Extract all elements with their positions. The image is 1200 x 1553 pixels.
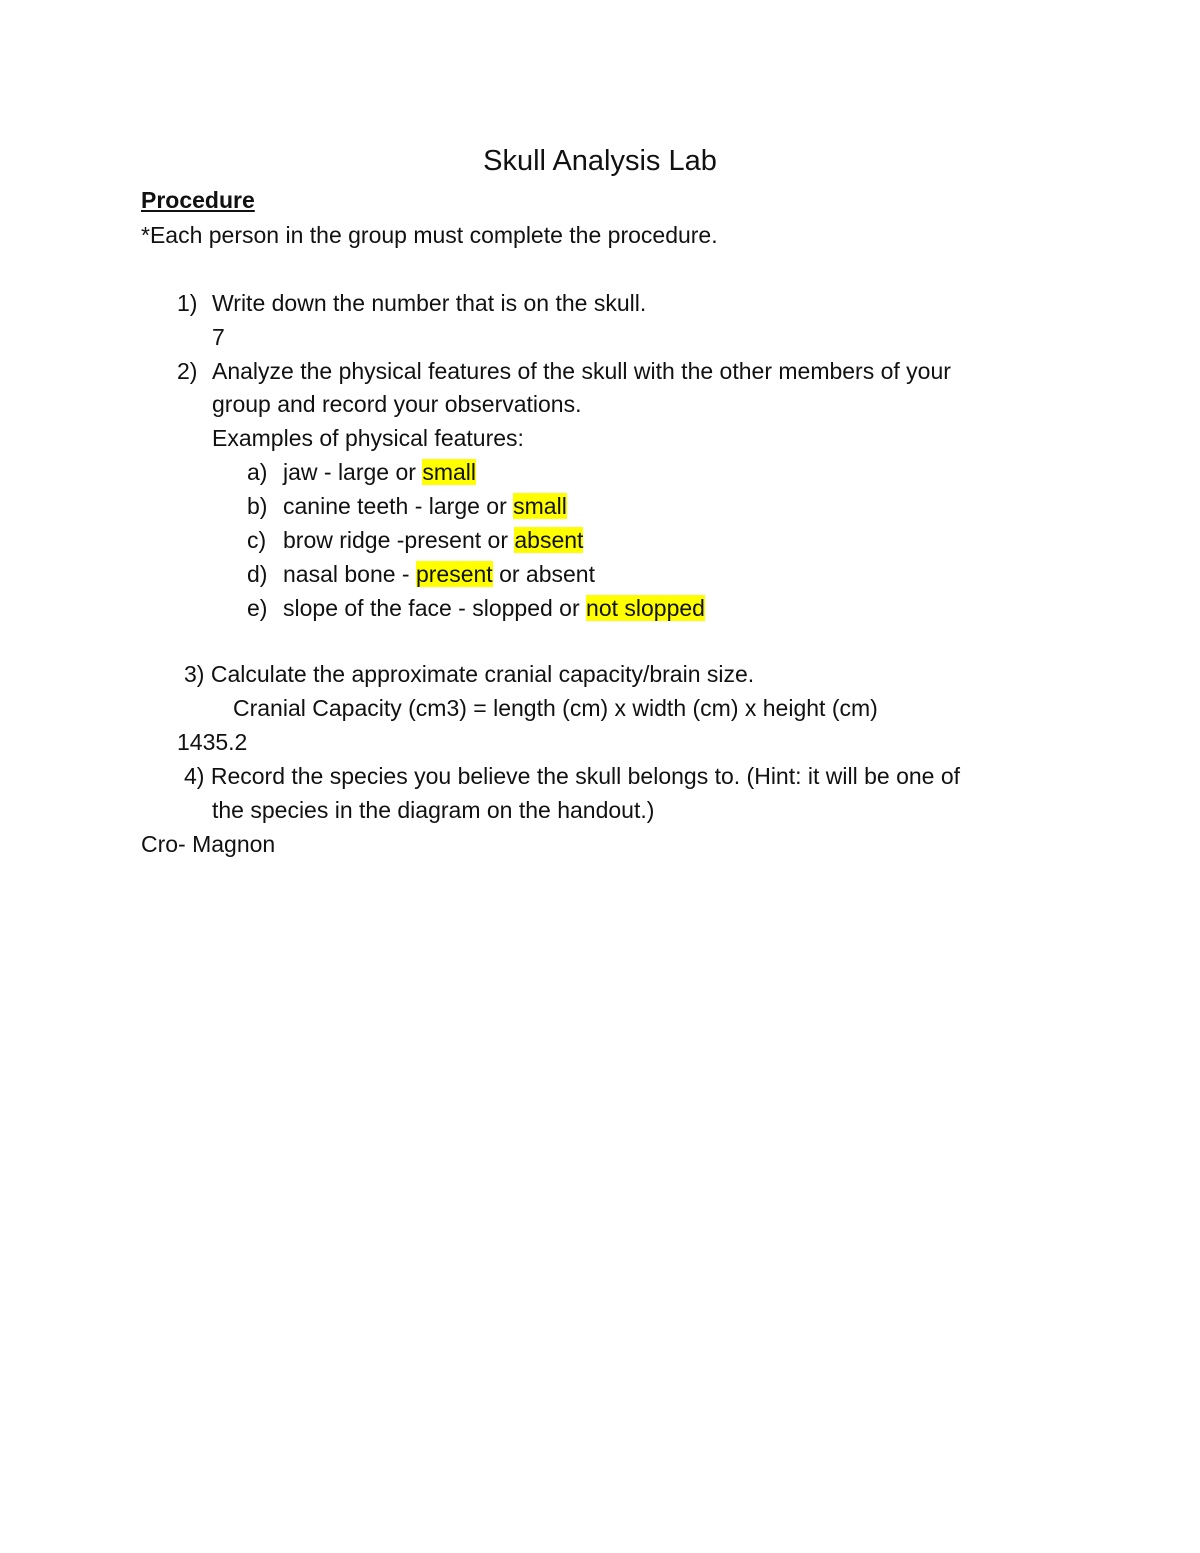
examples-label: Examples of physical features: xyxy=(212,425,524,451)
step-1-number: 1) xyxy=(177,290,198,316)
feature-d-after: or absent xyxy=(492,561,595,587)
feature-c-letter: c) xyxy=(247,527,267,553)
section-heading: Procedure xyxy=(141,187,255,213)
cranial-capacity-formula: Cranial Capacity (cm3) = length (cm) x width (cm) x height (cm) xyxy=(233,695,878,721)
step-2-number: 2) xyxy=(177,358,198,384)
feature-a-highlight: small xyxy=(422,459,476,485)
feature-b xyxy=(283,492,567,520)
feature-b-letter: b) xyxy=(247,493,268,519)
feature-c xyxy=(283,526,583,554)
step-1-answer: 7 xyxy=(212,324,225,350)
feature-a-letter: a) xyxy=(247,459,268,485)
feature-a-text: jaw - large or xyxy=(283,459,423,485)
step-1-text: Write down the number that is on the skull. xyxy=(212,290,647,316)
step-2-text-line1: Analyze the physical features of the skull with the other members of your xyxy=(212,358,951,384)
feature-d xyxy=(283,560,595,588)
feature-d-text: nasal bone - xyxy=(283,561,416,587)
feature-b-text: canine teeth - large or xyxy=(283,493,514,519)
feature-e xyxy=(283,594,705,622)
step-4-answer: Cro- Magnon xyxy=(141,831,276,857)
feature-e-letter: e) xyxy=(247,595,268,621)
step-3-answer: 1435.2 xyxy=(177,729,248,755)
step-4-text-line1: 4) Record the species you believe the skull belongs to. (Hint: it will be one of xyxy=(184,763,961,789)
feature-d-highlight: present xyxy=(415,561,493,587)
page-title: Skull Analysis Lab xyxy=(483,145,717,177)
step-3-text: 3) Calculate the approximate cranial capacity/brain size. xyxy=(184,661,755,687)
step-4-text-line2: the species in the diagram on the handout.) xyxy=(212,797,655,823)
feature-e-highlight: not slopped xyxy=(586,595,705,621)
feature-c-text: brow ridge -present or xyxy=(283,527,515,553)
feature-c-highlight: absent xyxy=(514,527,584,553)
step-2-text-line2: group and record your observations. xyxy=(212,391,582,417)
feature-d-letter: d) xyxy=(247,561,268,587)
feature-a xyxy=(283,458,476,486)
feature-b-highlight: small xyxy=(513,493,567,519)
instruction-text: *Each person in the group must complete the procedure. xyxy=(141,222,718,248)
feature-e-text: slope of the face - slopped or xyxy=(283,595,587,621)
